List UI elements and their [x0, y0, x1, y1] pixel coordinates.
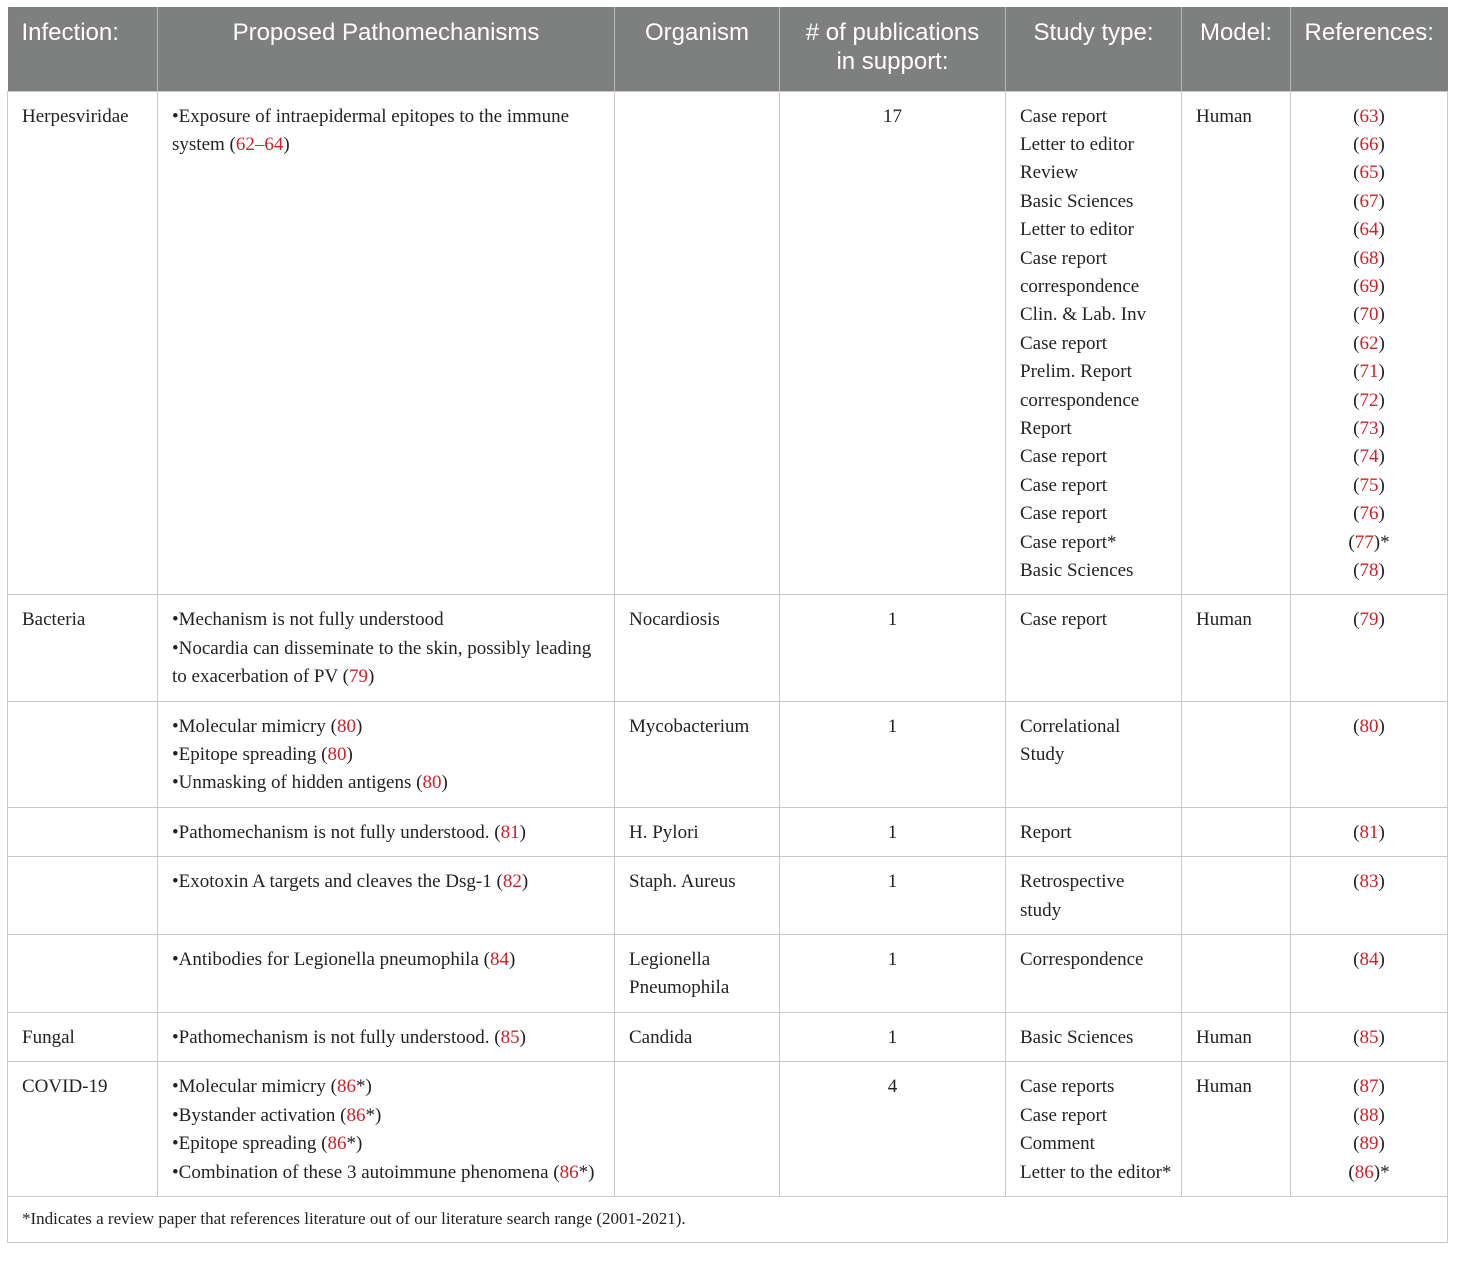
cell-infection: Herpesviridae — [8, 91, 158, 595]
reference-paren: ( — [1353, 247, 1360, 269]
citation-link: 86 — [346, 1104, 366, 1126]
study-type-item: Letter to editor — [1020, 133, 1134, 155]
pathomechanism-text: ) — [519, 821, 526, 843]
reference-link[interactable]: 81 — [1359, 821, 1379, 843]
pathomechanism-text: •Nocardia can disseminate to the skin, possibly leading to exacerbation of PV ( — [172, 637, 592, 688]
cell-pathomechanisms — [158, 807, 615, 856]
publications-table-container — [7, 7, 1447, 1243]
reference-link[interactable]: 74 — [1359, 446, 1379, 468]
reference-paren: ( — [1348, 531, 1355, 553]
reference-item — [1299, 713, 1439, 741]
reference-paren: ( — [1353, 417, 1360, 439]
reference-link[interactable]: 76 — [1359, 503, 1379, 525]
study-type-item: Case report — [1020, 609, 1108, 631]
reference-paren: ( — [1353, 503, 1360, 525]
cell-infection — [8, 807, 158, 856]
pathomechanism-text: ) — [367, 666, 375, 688]
cell-infection — [8, 857, 158, 935]
reference-item — [1299, 387, 1439, 415]
pathomechanism-text: •Molecular mimicry ( — [172, 715, 337, 737]
reference-paren: ( — [1353, 361, 1360, 383]
header-study-type: Study type: — [1006, 7, 1182, 91]
study-type-item: Correspondence — [1020, 949, 1144, 971]
reference-item — [1299, 1102, 1439, 1130]
citation-link: 86 — [327, 1133, 347, 1155]
cell-pathomechanisms — [158, 701, 615, 807]
table-row — [8, 1012, 1448, 1061]
cell-model — [1182, 857, 1291, 935]
pathomechanism-text: •Pathomechanism is not fully understood. ( — [172, 1026, 501, 1048]
header-pathomechanisms: Proposed Pathomechanisms — [158, 7, 615, 91]
reference-link[interactable]: 77 — [1354, 531, 1374, 553]
study-type-item: Case report — [1020, 1104, 1108, 1126]
header-references: References: — [1291, 7, 1448, 91]
pathomechanism-text: ) — [519, 1026, 526, 1048]
reference-paren: ( — [1353, 275, 1360, 297]
citation-link: 85 — [500, 1026, 520, 1048]
reference-paren: ) — [1378, 162, 1385, 184]
header-row — [8, 7, 1448, 91]
cell-organism: Staph. Aureus — [615, 857, 780, 935]
pathomechanism-text: •Exotoxin A targets and cleaves the Dsg-1 ( — [172, 871, 503, 893]
pathomechanism-item — [172, 1073, 606, 1101]
reference-paren: ( — [1353, 474, 1360, 496]
cell-references — [1291, 1012, 1448, 1061]
study-type-item: Report — [1020, 417, 1072, 439]
reference-paren: ( — [1353, 332, 1360, 354]
cell-publication-count: 4 — [780, 1062, 1006, 1197]
cell-pathomechanisms — [158, 91, 615, 595]
citation-link: 62–64 — [235, 133, 284, 155]
reference-link[interactable]: 75 — [1359, 474, 1379, 496]
reference-item — [1299, 472, 1439, 500]
cell-organism: Legionella Pneumophila — [615, 935, 780, 1013]
reference-paren: ( — [1353, 133, 1360, 155]
pathomechanism-text: ) — [355, 715, 363, 737]
reference-item — [1299, 529, 1439, 557]
cell-organism — [615, 1062, 780, 1197]
cell-organism: Nocardiosis — [615, 595, 780, 701]
citation-link: 82 — [502, 871, 522, 893]
pathomechanism-item — [172, 1102, 606, 1130]
cell-pathomechanisms — [158, 1012, 615, 1061]
reference-item — [1299, 216, 1439, 244]
reference-item — [1299, 245, 1439, 273]
reference-link[interactable]: 68 — [1359, 247, 1379, 269]
reference-link[interactable]: 71 — [1359, 361, 1379, 383]
reference-paren: ) — [1378, 503, 1385, 525]
pathomechanism-text: •Bystander activation ( — [172, 1104, 347, 1126]
pathomechanism-item — [172, 606, 606, 634]
reference-paren: ) — [1378, 609, 1385, 631]
cell-references — [1291, 807, 1448, 856]
reference-paren: ) — [1378, 304, 1385, 326]
pathomechanism-text: ) — [521, 871, 529, 893]
table-row — [8, 595, 1448, 701]
cell-study-type — [1006, 91, 1182, 595]
pathomechanism-item — [172, 946, 606, 974]
reference-item — [1299, 500, 1439, 528]
cell-infection: Fungal — [8, 1012, 158, 1061]
reference-item — [1299, 1024, 1439, 1052]
reference-item — [1299, 819, 1439, 847]
table-body — [8, 91, 1448, 1196]
reference-paren: ) — [1378, 133, 1385, 155]
citation-link: 86 — [559, 1161, 579, 1183]
reference-link[interactable]: 83 — [1359, 871, 1379, 893]
pathomechanism-item — [172, 635, 606, 692]
cell-references — [1291, 595, 1448, 701]
reference-paren: ( — [1353, 821, 1360, 843]
citation-link: 84 — [489, 949, 509, 971]
reference-item — [1299, 606, 1439, 634]
reference-link[interactable]: 87 — [1359, 1076, 1379, 1098]
header-publications — [780, 7, 1006, 91]
cell-study-type — [1006, 935, 1182, 1013]
reference-link[interactable]: 84 — [1359, 949, 1379, 971]
reference-paren: ) — [1378, 190, 1385, 212]
study-type-item: study — [1020, 899, 1062, 921]
reference-paren: ( — [1353, 1026, 1360, 1048]
study-type-item: Comment — [1020, 1133, 1095, 1155]
cell-study-type — [1006, 1062, 1182, 1197]
reference-item — [1299, 103, 1439, 131]
citation-link: 86 — [336, 1076, 356, 1098]
pathomechanism-item — [172, 868, 606, 896]
reference-paren: ( — [1353, 446, 1360, 468]
reference-link[interactable]: 62 — [1359, 332, 1379, 354]
reference-link[interactable]: 80 — [1359, 715, 1379, 737]
study-type-item: Case report — [1020, 105, 1108, 127]
reference-item — [1299, 557, 1439, 585]
pathomechanism-item — [172, 713, 606, 741]
reference-paren: ) — [1378, 417, 1385, 439]
reference-paren: ) — [1378, 247, 1385, 269]
pathomechanism-item — [172, 741, 606, 769]
cell-publication-count: 1 — [780, 595, 1006, 701]
citation-link: 80 — [422, 772, 442, 794]
pathomechanism-text: *) — [365, 1104, 382, 1126]
reference-link[interactable]: 69 — [1359, 275, 1379, 297]
pathomechanism-text: *) — [578, 1161, 595, 1183]
reference-paren: ( — [1353, 389, 1360, 411]
citation-link: 79 — [348, 666, 368, 688]
reference-paren: ) — [1378, 105, 1385, 127]
cell-pathomechanisms — [158, 857, 615, 935]
cell-references — [1291, 701, 1448, 807]
study-type-item: Report — [1020, 821, 1072, 843]
pathomechanism-text: •Antibodies for Legionella pneumophila ( — [172, 949, 490, 971]
table-row — [8, 807, 1448, 856]
study-type-item: correspondence — [1020, 389, 1140, 411]
pathomechanism-text: ) — [441, 772, 448, 794]
header-organism: Organism — [615, 7, 780, 91]
reference-link[interactable]: 65 — [1359, 162, 1379, 184]
reference-link[interactable]: 86 — [1354, 1161, 1374, 1183]
reference-paren: ( — [1353, 1076, 1360, 1098]
study-type-item: Case report — [1020, 446, 1108, 468]
reference-paren: ) — [1378, 332, 1385, 354]
cell-publication-count: 1 — [780, 807, 1006, 856]
reference-paren: ( — [1353, 560, 1360, 581]
pathomechanism-item — [172, 103, 606, 160]
cell-model — [1182, 807, 1291, 856]
pathomechanism-text: •Mechanism is not fully understood — [172, 609, 444, 631]
reference-paren: ) — [1378, 446, 1385, 468]
reference-link[interactable]: 73 — [1359, 417, 1379, 439]
reference-item — [1299, 1073, 1439, 1101]
reference-link[interactable]: 78 — [1359, 560, 1379, 581]
reference-link[interactable]: 89 — [1359, 1133, 1379, 1155]
reference-link[interactable]: 66 — [1359, 133, 1379, 155]
pathomechanism-item — [172, 1024, 606, 1052]
reference-paren: ( — [1353, 609, 1360, 631]
study-type-item: Study — [1020, 744, 1065, 766]
cell-pathomechanisms — [158, 1062, 615, 1197]
cell-references — [1291, 91, 1448, 595]
table-row — [8, 91, 1448, 595]
study-type-item: Case report* — [1020, 531, 1117, 553]
pathomechanism-text: *) — [355, 1076, 372, 1098]
pathomechanism-item — [172, 819, 606, 847]
cell-study-type — [1006, 807, 1182, 856]
table-row — [8, 935, 1448, 1013]
reference-item — [1299, 188, 1439, 216]
study-type-item: Case reports — [1020, 1076, 1115, 1098]
study-type-item: Case report — [1020, 503, 1108, 525]
reference-paren: ( — [1353, 190, 1360, 212]
cell-model: Human — [1182, 1012, 1291, 1061]
study-type-item: Clin. & Lab. Inv — [1020, 304, 1147, 326]
header-infection: Infection: — [8, 7, 158, 91]
reference-paren: ) — [1378, 560, 1385, 581]
header-publications-line2: in support: — [836, 48, 949, 75]
cell-references — [1291, 935, 1448, 1013]
pathomechanism-text: •Combination of these 3 autoimmune phenomena ( — [172, 1161, 560, 1183]
footnote-row — [8, 1196, 1448, 1242]
table-row — [8, 857, 1448, 935]
pathomechanism-text: •Epitope spreading ( — [172, 744, 328, 766]
cell-infection — [8, 701, 158, 807]
reference-paren: ( — [1353, 162, 1360, 184]
pathomechanism-text: ) — [508, 949, 516, 971]
reference-paren: ( — [1353, 219, 1360, 241]
cell-publication-count: 17 — [780, 91, 1006, 595]
study-type-item: Letter to the editor* — [1020, 1161, 1172, 1183]
reference-paren: ) — [1378, 949, 1385, 971]
pathomechanism-item — [172, 1159, 606, 1187]
reference-item — [1299, 301, 1439, 329]
cell-model — [1182, 701, 1291, 807]
reference-item — [1299, 1130, 1439, 1158]
pathomechanism-text: •Epitope spreading ( — [172, 1133, 328, 1155]
reference-paren: ) — [1378, 389, 1385, 411]
cell-publication-count: 1 — [780, 1012, 1006, 1061]
pathomechanism-text: •Unmasking of hidden antigens ( — [172, 772, 423, 794]
reference-paren: )* — [1373, 531, 1390, 553]
pathomechanism-text: •Pathomechanism is not fully understood. ( — [172, 821, 501, 843]
reference-paren: ) — [1378, 361, 1385, 383]
reference-paren: ) — [1378, 275, 1385, 297]
citation-link: 80 — [336, 715, 356, 737]
citation-link: 80 — [327, 744, 347, 766]
cell-study-type — [1006, 857, 1182, 935]
reference-item — [1299, 131, 1439, 159]
pathomechanism-item — [172, 769, 606, 797]
reference-paren: ( — [1353, 871, 1360, 893]
reference-paren: ( — [1353, 949, 1360, 971]
cell-publication-count: 1 — [780, 701, 1006, 807]
reference-paren: ) — [1378, 871, 1385, 893]
reference-paren: ) — [1378, 219, 1385, 241]
table-row — [8, 1062, 1448, 1197]
cell-model: Human — [1182, 1062, 1291, 1197]
reference-item — [1299, 159, 1439, 187]
header-model: Model: — [1182, 7, 1291, 91]
reference-paren: ) — [1378, 1076, 1385, 1098]
pathomechanism-text: ) — [283, 133, 290, 155]
study-type-item: Basic Sciences — [1020, 560, 1134, 581]
reference-item — [1299, 1159, 1439, 1187]
reference-paren: ) — [1378, 474, 1385, 496]
reference-item — [1299, 330, 1439, 358]
header-publications-line1: # of publications — [805, 19, 980, 46]
reference-item — [1299, 273, 1439, 301]
reference-paren: ( — [1348, 1161, 1355, 1183]
reference-link[interactable]: 85 — [1359, 1026, 1379, 1048]
reference-paren: ( — [1353, 304, 1360, 326]
cell-pathomechanisms — [158, 595, 615, 701]
reference-paren: ( — [1353, 105, 1360, 127]
study-type-item: Case report — [1020, 332, 1108, 354]
reference-paren: ( — [1353, 1104, 1360, 1126]
study-type-item: Review — [1020, 162, 1079, 184]
table-row — [8, 701, 1448, 807]
study-type-item: Retrospective — [1020, 871, 1125, 893]
cell-infection — [8, 935, 158, 1013]
study-type-item: Prelim. Report — [1020, 361, 1132, 383]
cell-references — [1291, 1062, 1448, 1197]
reference-item — [1299, 946, 1439, 974]
cell-references — [1291, 857, 1448, 935]
reference-link[interactable]: 64 — [1359, 219, 1379, 241]
study-type-item: Case report — [1020, 247, 1108, 269]
reference-link[interactable]: 72 — [1359, 389, 1379, 411]
cell-infection: Bacteria — [8, 595, 158, 701]
cell-model: Human — [1182, 595, 1291, 701]
reference-item — [1299, 358, 1439, 386]
reference-paren: ) — [1378, 1026, 1385, 1048]
study-type-item: Correlational — [1020, 715, 1121, 737]
pathomechanism-text: *) — [346, 1133, 363, 1155]
cell-organism: Mycobacterium — [615, 701, 780, 807]
reference-paren: ( — [1353, 715, 1360, 737]
cell-infection: COVID-19 — [8, 1062, 158, 1197]
reference-item — [1299, 415, 1439, 443]
reference-link[interactable]: 67 — [1359, 190, 1379, 212]
reference-paren: ) — [1378, 1133, 1385, 1155]
citation-link: 81 — [500, 821, 520, 843]
cell-organism — [615, 91, 780, 595]
infection-pathomechanisms-table — [7, 7, 1448, 1243]
cell-publication-count: 1 — [780, 935, 1006, 1013]
reference-paren: ) — [1378, 715, 1385, 737]
study-type-item: Basic Sciences — [1020, 1026, 1134, 1048]
pathomechanism-text: ) — [346, 744, 353, 766]
reference-paren: ) — [1378, 821, 1385, 843]
reference-link[interactable]: 79 — [1359, 609, 1379, 631]
reference-link[interactable]: 70 — [1359, 304, 1379, 326]
reference-link[interactable]: 63 — [1359, 105, 1379, 127]
pathomechanism-text: •Molecular mimicry ( — [172, 1076, 337, 1098]
study-type-item: Letter to editor — [1020, 219, 1134, 241]
cell-model — [1182, 935, 1291, 1013]
footnote: *Indicates a review paper that references literature out of our literature search range (2001-2021). — [8, 1196, 1448, 1242]
cell-organism: Candida — [615, 1012, 780, 1061]
cell-model: Human — [1182, 91, 1291, 595]
study-type-item: Case report — [1020, 474, 1108, 496]
cell-study-type — [1006, 595, 1182, 701]
cell-study-type — [1006, 701, 1182, 807]
reference-link[interactable]: 88 — [1359, 1104, 1379, 1126]
pathomechanism-item — [172, 1130, 606, 1158]
reference-paren: ( — [1353, 1133, 1360, 1155]
reference-paren: ) — [1378, 1104, 1385, 1126]
cell-pathomechanisms — [158, 935, 615, 1013]
cell-organism: H. Pylori — [615, 807, 780, 856]
reference-paren: )* — [1373, 1161, 1390, 1183]
reference-item — [1299, 868, 1439, 896]
study-type-item: Basic Sciences — [1020, 190, 1134, 212]
pathomechanism-text: •Exposure of intraepidermal epitopes to the immune system ( — [172, 105, 570, 155]
cell-publication-count: 1 — [780, 857, 1006, 935]
study-type-item: correspondence — [1020, 275, 1140, 297]
cell-study-type — [1006, 1012, 1182, 1061]
reference-item — [1299, 443, 1439, 471]
